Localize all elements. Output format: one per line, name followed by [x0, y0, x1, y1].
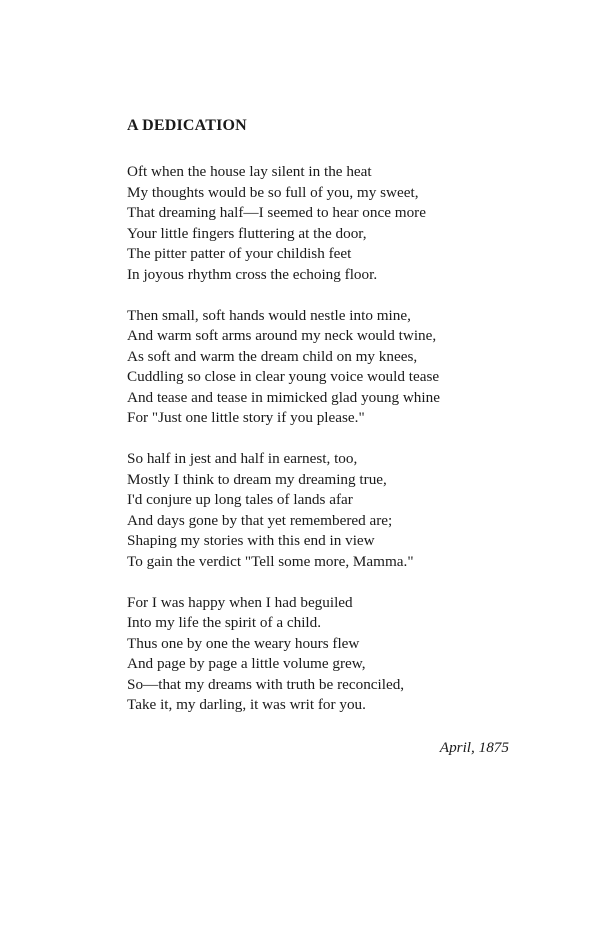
poem-line: Cuddling so close in clear young voice would tease — [127, 368, 440, 385]
poem-line: My thoughts would be so full of you, my sweet, — [127, 183, 419, 201]
poem-line: And warm soft arms around my neck would twine, — [127, 327, 437, 344]
poem-line: Shaping my stories with this end in view — [127, 532, 375, 549]
poem-line: Into my life the spirit of a child. — [127, 614, 322, 631]
poem-line: Mostly I think to dream my dreaming true, — [127, 470, 387, 488]
poem-line: For "Just one little story if you please." — [127, 409, 365, 426]
poem-line: Take it, my darling, it was writ for you. — [127, 696, 366, 713]
poem-line: And days gone by that yet remembered are; — [127, 511, 393, 529]
poem-line: That dreaming half—I seemed to hear once more — [127, 204, 426, 221]
poem-line: Your little fingers fluttering at the door, — [127, 224, 367, 242]
poem-line: As soft and warm the dream child on my knees, — [127, 347, 418, 365]
stanza — [127, 306, 527, 429]
poem-line: For I was happy when I had beguiled — [127, 593, 353, 611]
poem-line: So—that my dreams with truth be reconciled, — [127, 675, 405, 693]
poem-line: In joyous rhythm cross the echoing floor. — [127, 265, 378, 283]
stanza — [127, 593, 527, 716]
poem-line: The pitter patter of your childish feet — [127, 245, 352, 262]
poem-title: A DEDICATION — [127, 117, 247, 134]
stanza — [127, 162, 527, 285]
poem-line: So half in jest and half in earnest, too, — [127, 450, 358, 467]
poem-body — [127, 114, 527, 736]
poem-line: Oft when the house lay silent in the heat — [127, 163, 372, 180]
poem-line: Then small, soft hands would nestle into mine, — [127, 306, 411, 324]
poem-line: I'd conjure up long tales of lands afar — [127, 491, 353, 508]
poem-line: And page by page a little volume grew, — [127, 655, 366, 672]
poem-line: And tease and tease in mimicked glad young whine — [127, 388, 440, 406]
stanza — [127, 449, 527, 572]
poem-date: April, 1875 — [439, 739, 509, 756]
poem-line: Thus one by one the weary hours flew — [127, 634, 360, 652]
poem-line: To gain the verdict "Tell some more, Mamma." — [127, 552, 414, 570]
